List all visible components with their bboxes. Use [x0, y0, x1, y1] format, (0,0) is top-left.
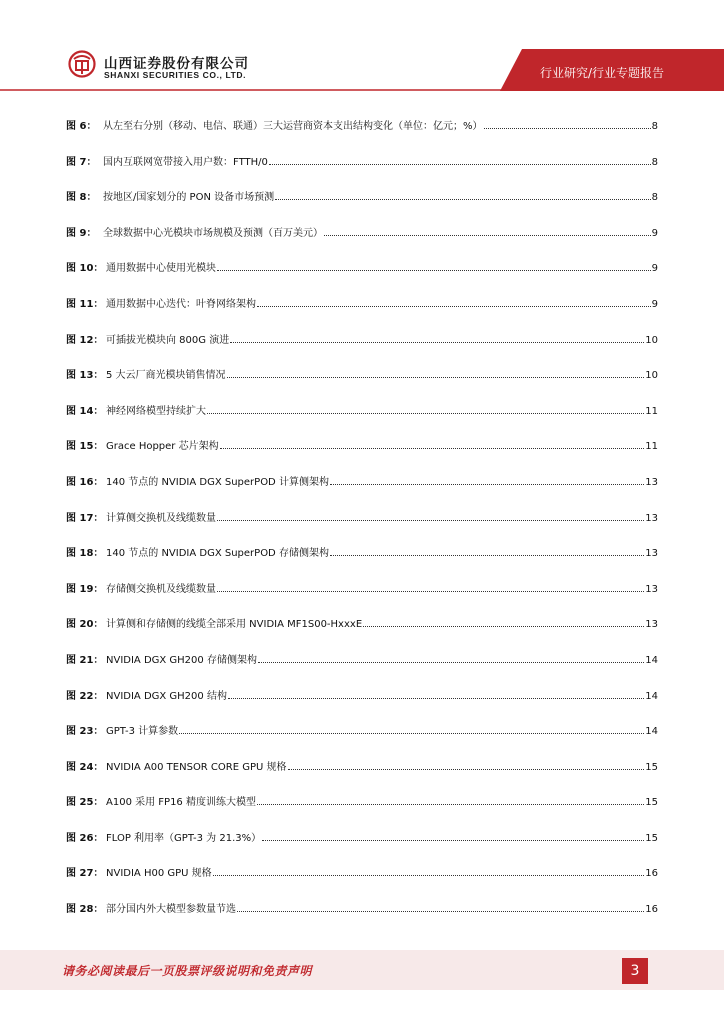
dot-leader [217, 511, 644, 521]
figure-number: 图 27： [66, 868, 104, 880]
dot-leader [269, 155, 651, 165]
figure-title: Grace Hopper 芯片架构 [106, 441, 219, 453]
figure-title: 部分国内外大模型参数量节选 [106, 904, 236, 916]
page-ref: 13 [645, 476, 658, 488]
page-ref: 14 [645, 654, 658, 666]
figure-title: 140 节点的 NVIDIA DGX SuperPOD 计算侧架构 [106, 476, 329, 488]
figure-title: GPT-3 计算参数 [106, 726, 179, 738]
figure-number: 图 19： [66, 583, 104, 595]
figure-number: 图 20： [66, 619, 104, 631]
report-type-label: 行业研究/行业专题报告 [539, 66, 664, 80]
figure-title: 计算侧交换机及线缆数量 [106, 512, 216, 524]
page-ref: 10 [645, 334, 658, 346]
company-logo-icon [68, 50, 96, 78]
figure-number: 图 8： [66, 192, 97, 204]
toc-entry[interactable] [66, 259, 658, 295]
page-ref: 9 [651, 298, 658, 310]
figure-number: 图 21： [66, 654, 104, 666]
dot-leader [275, 190, 651, 200]
figure-title: 从左至右分别（移动、电信、联通）三大运营商资本支出结构变化（单位：亿元；%） [103, 121, 483, 132]
toc-entry[interactable] [66, 829, 658, 865]
figure-number: 图 28： [66, 904, 104, 916]
toc-entry[interactable] [66, 615, 658, 651]
toc-entry[interactable] [66, 793, 658, 829]
page-ref: 16 [645, 904, 658, 916]
dot-leader [363, 617, 644, 627]
toc-entry[interactable] [66, 722, 658, 758]
figure-title: NVIDIA H00 GPU 规格 [106, 868, 212, 880]
company-name-cn: 山西证券股份有限公司 [104, 56, 249, 72]
page-ref: 8 [651, 192, 658, 204]
dot-leader [179, 724, 644, 734]
figure-number: 图 16： [66, 476, 104, 488]
dot-leader [330, 546, 644, 556]
page-ref: 13 [645, 548, 658, 560]
page-ref: 8 [651, 156, 658, 168]
dot-leader [257, 795, 644, 805]
figure-title: A100 采用 FP16 精度训练大模型 [106, 797, 256, 809]
figure-title: 存储侧交换机及线缆数量 [106, 583, 216, 595]
dot-leader [288, 760, 645, 770]
figure-number: 图 12： [66, 334, 104, 346]
disclaimer-text: 请务必阅读最后一页股票评级说明和免责声明 [62, 964, 313, 978]
figure-number: 图 6： [66, 121, 97, 132]
page-ref: 14 [645, 726, 658, 738]
toc-entry[interactable] [66, 687, 658, 723]
dot-leader [220, 439, 645, 449]
page-ref: 13 [645, 583, 658, 595]
figure-title: 通用数据中心迭代：叶脊网络架构 [106, 298, 256, 310]
page-ref: 9 [651, 263, 658, 275]
dot-leader [228, 689, 644, 699]
toc-entry[interactable] [66, 864, 658, 900]
figure-title: 全球数据中心光模块市场规模及预测（百万美元） [103, 227, 323, 239]
toc-entry[interactable] [66, 758, 658, 794]
figure-title: 通用数据中心使用光模块 [106, 263, 216, 275]
figure-title: 按地区/国家划分的 PON 设备市场预测 [103, 192, 275, 204]
toc-entry[interactable] [66, 473, 658, 509]
toc-entry[interactable] [66, 651, 658, 687]
page-ref: 8 [651, 121, 658, 132]
figure-number: 图 9： [66, 227, 97, 239]
figure-table-of-contents [66, 117, 658, 936]
figure-number: 图 10： [66, 263, 104, 275]
page-header [0, 0, 724, 100]
figure-title: 神经网络模型持续扩大 [106, 405, 206, 417]
figure-number: 图 7： [66, 156, 97, 168]
toc-entry[interactable] [66, 544, 658, 580]
toc-entry[interactable] [66, 295, 658, 331]
dot-leader [258, 653, 644, 663]
page-number: 3 [622, 958, 648, 984]
toc-entry[interactable] [66, 437, 658, 473]
dot-leader [227, 368, 645, 378]
figure-title: NVIDIA DGX GH200 结构 [106, 690, 227, 702]
page-ref: 13 [645, 619, 658, 631]
page-ref: 11 [645, 441, 658, 453]
dot-leader [213, 866, 645, 876]
toc-entry[interactable] [66, 580, 658, 616]
figure-title: 140 节点的 NVIDIA DGX SuperPOD 存储侧架构 [106, 548, 329, 560]
figure-number: 图 15： [66, 441, 104, 453]
toc-entry[interactable] [66, 224, 658, 260]
dot-leader [262, 831, 644, 841]
dot-leader [207, 404, 644, 414]
page-ref: 14 [645, 690, 658, 702]
toc-entry[interactable] [66, 900, 658, 936]
dot-leader [330, 475, 644, 485]
figure-title: FLOP 利用率（GPT-3 为 21.3%） [106, 832, 262, 844]
figure-number: 图 13： [66, 370, 104, 382]
page-ref: 16 [645, 868, 658, 880]
page-ref: 15 [645, 832, 658, 844]
toc-entry[interactable] [66, 117, 658, 153]
figure-number: 图 17： [66, 512, 104, 524]
figure-title: 计算侧和存储侧的线缆全部采用 NVIDIA MF1S00-HxxxE [106, 619, 363, 631]
dot-leader [217, 261, 651, 271]
page-ref: 11 [645, 405, 658, 417]
dot-leader [237, 902, 644, 912]
figure-number: 图 26： [66, 832, 104, 844]
toc-entry[interactable] [66, 188, 658, 224]
figure-number: 图 25： [66, 797, 104, 809]
figure-number: 图 18： [66, 548, 104, 560]
page-ref: 15 [645, 797, 658, 809]
page-ref: 9 [651, 227, 658, 239]
dot-leader [484, 119, 651, 129]
figure-title: NVIDIA DGX GH200 存储侧架构 [106, 654, 257, 666]
page-ref: 13 [645, 512, 658, 524]
figure-number: 图 14： [66, 405, 104, 417]
figure-number: 图 23： [66, 726, 104, 738]
toc-entry[interactable] [66, 331, 658, 367]
toc-entry[interactable] [66, 153, 658, 189]
figure-title: 国内互联网宽带接入用户数：FTTH/0 [103, 156, 268, 168]
figure-number: 图 22： [66, 690, 104, 702]
figure-title: NVIDIA A00 TENSOR CORE GPU 规格 [106, 761, 287, 773]
toc-entry[interactable] [66, 402, 658, 438]
dot-leader [324, 226, 651, 236]
company-name-en: SHANXI SECURITIES CO., LTD. [104, 70, 247, 80]
figure-title: 可插拔光模块向 800G 演进 [106, 334, 230, 346]
dot-leader [217, 582, 644, 592]
figure-title: 5 大云厂商光模块销售情况 [106, 370, 226, 382]
dot-leader [230, 333, 644, 343]
page-ref: 15 [645, 761, 658, 773]
toc-entry[interactable] [66, 366, 658, 402]
page-ref: 10 [645, 370, 658, 382]
figure-number: 图 24： [66, 761, 104, 773]
toc-entry[interactable] [66, 509, 658, 545]
dot-leader [257, 297, 651, 307]
figure-number: 图 11： [66, 298, 104, 310]
